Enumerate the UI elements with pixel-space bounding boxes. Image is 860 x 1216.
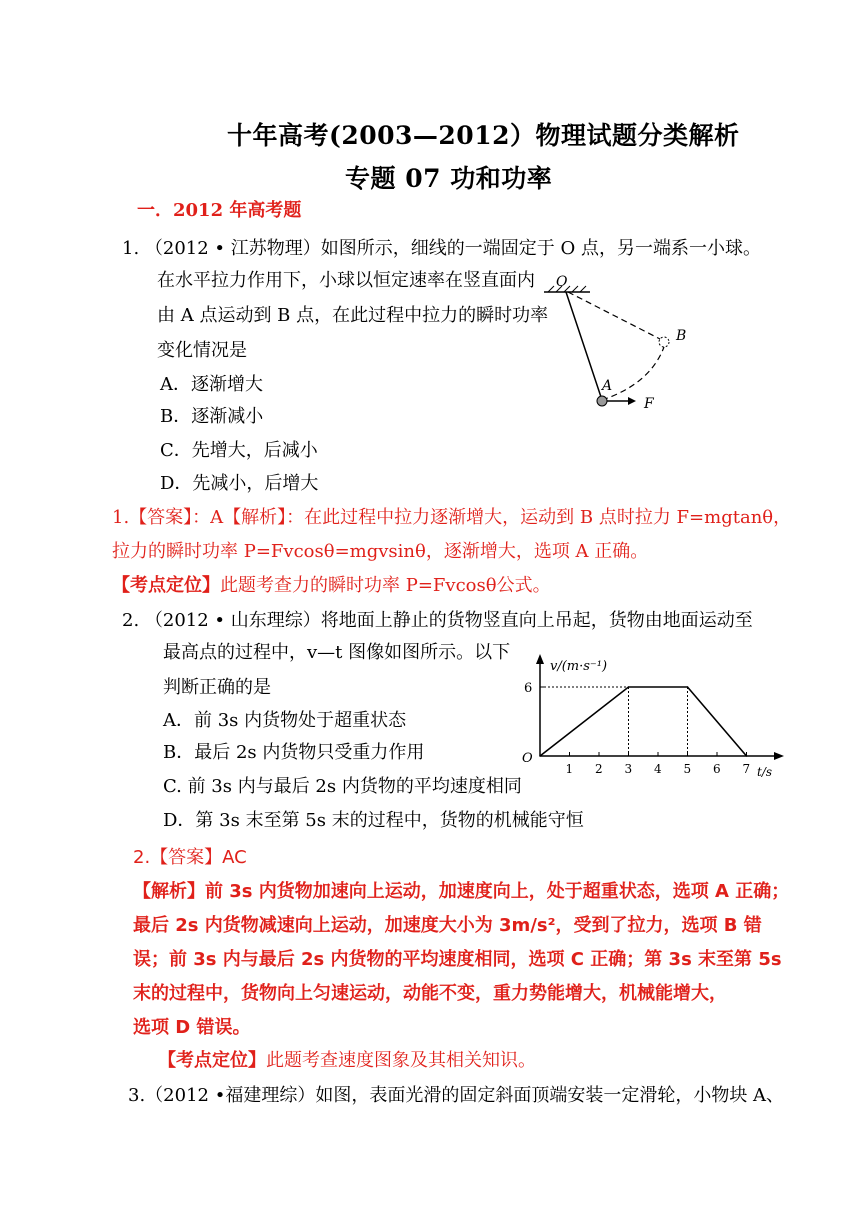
q1-option-d: D．先减小，后增大 [160, 473, 319, 494]
q1-option-a: A．逐渐增大 [160, 374, 263, 395]
x-tick-label: 2 [595, 762, 603, 776]
x-tick-label: 1 [565, 762, 574, 776]
q2-analysis-line4: 末的过程中，货物向上匀速运动，动能不变，重力势能增大，机械能增大， [133, 983, 727, 1004]
q1-stem-line4: 变化情况是 [157, 340, 247, 361]
y-tick-label: 6 [524, 681, 533, 696]
q3-stem-line1: 3.（2012 •福建理综）如图，表面光滑的固定斜面顶端安装一定滑轮，小物块 A、 [128, 1085, 785, 1106]
q1-stem-line2: 在水平拉力作用下，小球以恒定速率在竖直面内 [157, 270, 535, 291]
point-a-label: A [602, 378, 613, 394]
x-tick-label: 4 [654, 762, 662, 776]
x-tick-label: 5 [683, 762, 692, 776]
x-axis-arrow [774, 752, 784, 760]
q2-focus-tag: 【考点定位】 [158, 1050, 266, 1071]
point-o-label: O [556, 274, 568, 290]
q1-stem-line3: 由 A 点运动到 B 点，在此过程中拉力的瞬时功率 [157, 305, 549, 326]
q2-focus-text: 此题考查速度图象及其相关知识。 [266, 1050, 536, 1071]
string-line [566, 292, 602, 400]
q2-option-a: A．前 3s 内货物处于超重状态 [163, 710, 407, 731]
x-tick-label: 6 [713, 762, 721, 776]
velocity-series-line [540, 687, 747, 756]
q2-analysis-line5: 选项 D 错误。 [133, 1017, 251, 1038]
document-title: 十年高考(2003—2012）物理试题分类解析 [227, 121, 740, 150]
q1-option-b: B．逐渐减小 [160, 406, 264, 427]
y-axis-label: v/(m·s⁻¹) [550, 659, 608, 674]
q2-option-b: B．最后 2s 内货物只受重力作用 [163, 742, 425, 763]
q1-answer-line1: 1.【答案】：A【解析】：在此过程中拉力逐渐增大，运动到 B 点时拉力 F=mgtanθ， [112, 507, 792, 528]
section-heading [137, 200, 301, 222]
q2-stem-line2: 最高点的过程中，v—t 图像如图所示。以下 [163, 642, 511, 663]
velocity-data-point [628, 686, 630, 688]
vt-chart [512, 652, 792, 782]
velocity-data-point [687, 686, 689, 688]
q1-stem-line1: 1. （2012 • 江苏物理）如图所示，细线的一端固定于 O 点，另一端系一小球。 [122, 238, 761, 259]
q1-focus-tag: 【考点定位】 [112, 575, 220, 596]
force-f-label: F [644, 396, 654, 412]
y-axis-arrow [536, 654, 544, 664]
document-subtitle: 专题 07 功和功率 [345, 164, 553, 193]
force-arrow-head [628, 397, 636, 405]
q1-focus [112, 575, 551, 597]
point-b-label: B [676, 328, 687, 344]
q2-option-d: D．第 3s 末至第 5s 末的过程中，货物的机械能守恒 [163, 810, 584, 831]
section-heading-text: 一．2012 年高考题 [137, 200, 302, 221]
pendulum-figure [540, 272, 710, 420]
q1-focus-text: 此题考查力的瞬时功率 P=Fvcosθ公式。 [220, 575, 551, 596]
q2-analysis-line1: 【解析】前 3s 内货物加速向上运动，加速度向上，处于超重状态，选项 A 正确； [133, 881, 790, 902]
q2-focus [158, 1050, 536, 1072]
q2-analysis-line2: 最后 2s 内货物减速向上运动，加速度大小为 3m/s²，受到了拉力，选项 B 错 [133, 915, 762, 936]
x-axis-label: t/s [757, 765, 773, 779]
q2-answer-heading: 2.【答案】AC [133, 847, 247, 868]
origin-label: O [522, 751, 533, 766]
q1-option-c: C．先增大，后减小 [160, 440, 318, 461]
q1-answer-line2: 拉力的瞬时功率 P=Fvcosθ=mgvsinθ，逐渐增大，选项 A 正确。 [112, 541, 649, 562]
velocity-data-point [746, 755, 748, 757]
q2-stem-line3: 判断正确的是 [163, 677, 271, 698]
q2-option-c: C. 前 3s 内与最后 2s 内货物的平均速度相同 [163, 776, 522, 797]
x-tick-label: 3 [624, 762, 633, 776]
velocity-data-point [539, 755, 541, 757]
q2-stem-line1: 2. （2012 • 山东理综）将地面上静止的货物竖直向上吊起，货物由地面运动至 [122, 610, 753, 631]
dashed-string-to-b [568, 292, 662, 340]
ball-b [659, 337, 669, 347]
ball-a [597, 396, 607, 406]
q2-analysis-line3: 误；前 3s 内与最后 2s 内货物的平均速度相同，选项 C 正确；第 3s 末至第 5s [133, 949, 782, 970]
x-tick-label: 7 [742, 762, 751, 776]
